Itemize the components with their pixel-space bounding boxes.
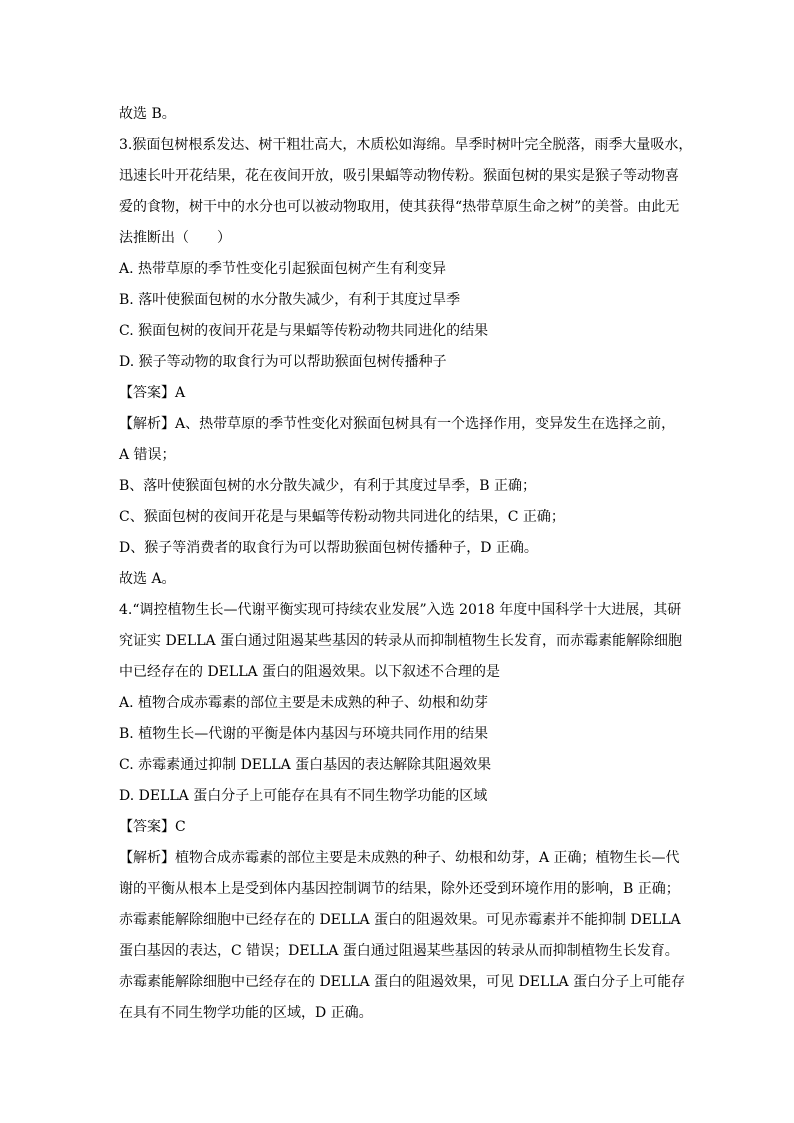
text-line: B. 植物生长—代谢的平衡是体内基因与环境共同作用的结果: [119, 726, 489, 742]
text-line: 【解析】植物合成赤霉素的部位主要是未成熟的种子、幼根和幼芽，A 正确；植物生长—代: [119, 850, 680, 866]
text-line: 中已经存在的 DELLA 蛋白的阻遏效果。以下叙述不合理的是: [119, 664, 501, 680]
text-line: 谢的平衡从根本上是受到体内基因控制调节的结果，除外还受到环境作用的影响，B 正确；: [119, 881, 680, 897]
text-line: 【答案】A: [119, 385, 186, 401]
text-line: 爱的食物，树干中的水分也可以被动物取用，使其获得“热带草原生命之树”的美誉。由此无: [119, 199, 680, 215]
text-line: B. 落叶使猴面包树的水分散失减少，有利于其度过旱季: [119, 292, 461, 308]
text-line: A. 热带草原的季节性变化引起猴面包树产生有利变异: [119, 261, 447, 277]
text-line: 故选 B。: [119, 106, 176, 122]
text-line: 赤霉素能解除细胞中已经存在的 DELLA 蛋白的阻遏效果，可见 DELLA 蛋白分子上可能存: [119, 974, 686, 990]
text-line: 3.猴面包树根系发达、树干粗壮高大，木质松如海绵。旱季时树叶完全脱落，雨季大量吸水，: [119, 137, 693, 153]
text-line: 究证实 DELLA 蛋白通过阻遏某些基因的转录从而抑制植物生长发育，而赤霉素能解除细胞: [119, 633, 683, 649]
text-line: 法推断出（ ）: [119, 230, 231, 246]
text-line: 在具有不同生物学功能的区域，D 正确。: [119, 1005, 373, 1021]
text-line: B、落叶使猴面包树的水分散失减少，有利于其度过旱季，B 正确；: [119, 478, 537, 494]
text-line: 【解析】A、热带草原的季节性变化对猴面包树具有一个选择作用，变异发生在选择之前，: [119, 416, 676, 432]
text-line: C、猴面包树的夜间开花是与果蝠等传粉动物共同进化的结果，C 正确；: [119, 509, 565, 525]
text-line: A. 植物合成赤霉素的部位主要是未成熟的种子、幼根和幼芽: [119, 695, 489, 711]
text-line: 4.“调控植物生长—代谢平衡实现可持续农业发展”入选 2018 年度中国科学十大进展，其研: [119, 602, 682, 618]
text-line: 【答案】C: [119, 819, 186, 835]
text-line: C. 猴面包树的夜间开花是与果蝠等传粉动物共同进化的结果: [119, 323, 489, 339]
text-line: D. 猴子等动物的取食行为可以帮助猴面包树传播种子: [119, 354, 447, 370]
text-line: 赤霉素能解除细胞中已经存在的 DELLA 蛋白的阻遏效果。可见赤霉素并不能抑制 DELLA: [119, 912, 681, 928]
text-line: 蛋白基因的表达，C 错误；DELLA 蛋白通过阻遏某些基因的转录从而抑制植物生长发育。: [119, 943, 679, 959]
text-line: C. 赤霉素通过抑制 DELLA 蛋白基因的表达解除其阻遏效果: [119, 757, 492, 773]
text-line: 故选 A。: [119, 571, 176, 587]
text-line: 迅速长叶开花结果，花在夜间开放，吸引果蝠等动物传粉。猴面包树的果实是猴子等动物喜: [119, 168, 679, 184]
text-line: A 错误；: [119, 447, 176, 463]
text-line: D. DELLA 蛋白分子上可能存在具有不同生物学功能的区域: [119, 788, 488, 804]
text-line: D、猴子等消费者的取食行为可以帮助猴面包树传播种子，D 正确。: [119, 540, 538, 556]
